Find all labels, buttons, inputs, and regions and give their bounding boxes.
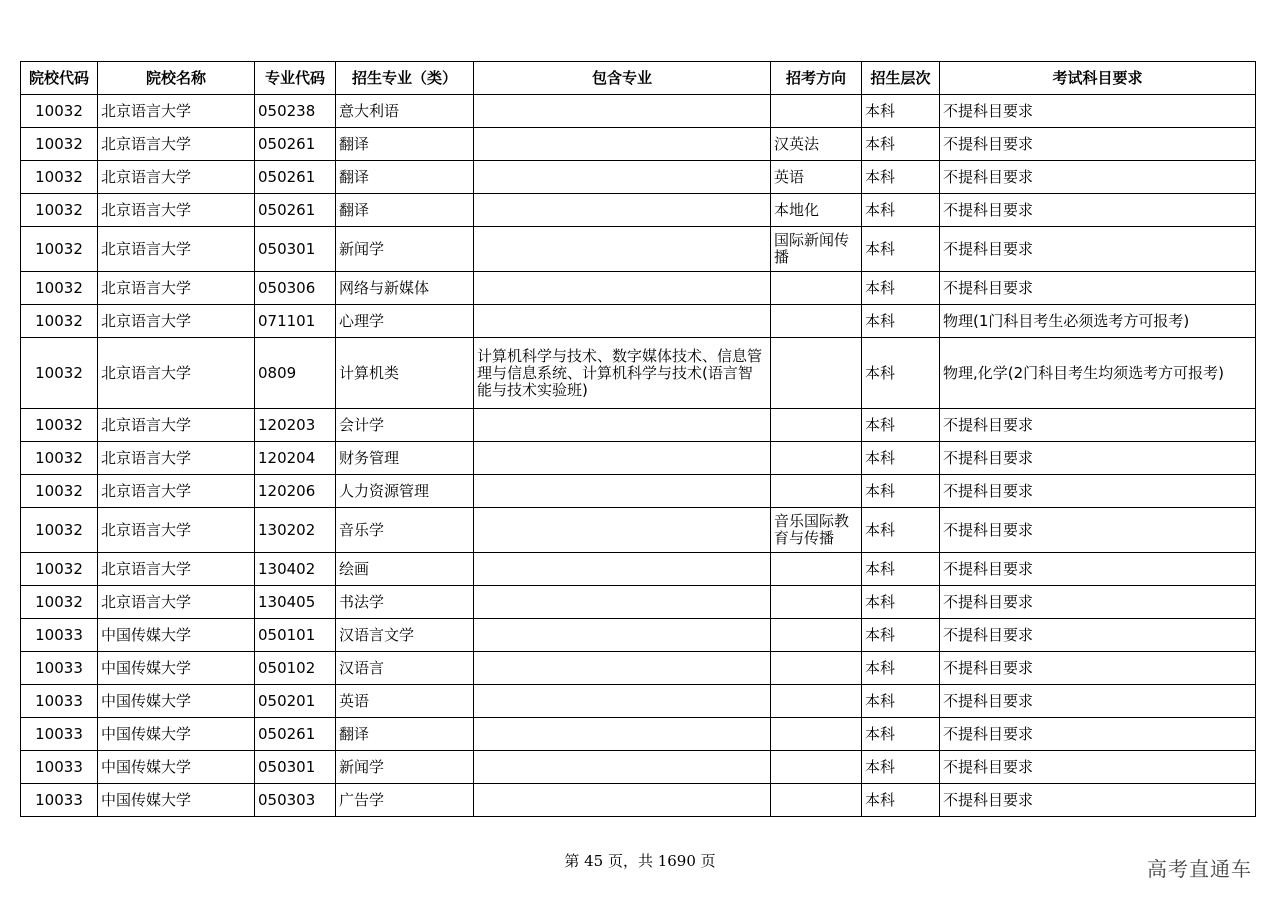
cell-level: 本科: [862, 508, 940, 553]
cell-school-name: 北京语言大学: [98, 95, 255, 128]
cell-school-code: 10032: [21, 305, 98, 338]
cell-major-code: 050201: [255, 685, 336, 718]
table-row: [21, 586, 1256, 619]
cell-level: 本科: [862, 652, 940, 685]
cell-level: 本科: [862, 718, 940, 751]
cell-requirement: 不提科目要求: [940, 751, 1256, 784]
cell-requirement: 不提科目要求: [940, 128, 1256, 161]
cell-school-name: 北京语言大学: [98, 553, 255, 586]
cell-school-name: 中国传媒大学: [98, 652, 255, 685]
cell-major: 人力资源管理: [336, 475, 474, 508]
cell-school-name: 北京语言大学: [98, 409, 255, 442]
cell-level: 本科: [862, 751, 940, 784]
cell-direction: 汉英法: [771, 128, 862, 161]
header-major: 招生专业（类）: [336, 62, 474, 95]
cell-school-name: 北京语言大学: [98, 508, 255, 553]
cell-major: 翻译: [336, 194, 474, 227]
cell-level: 本科: [862, 305, 940, 338]
header-level: 招生层次: [862, 62, 940, 95]
cell-school-code: 10032: [21, 194, 98, 227]
table-row: [21, 508, 1256, 553]
cell-direction: [771, 442, 862, 475]
cell-requirement: 不提科目要求: [940, 784, 1256, 817]
cell-school-name: 北京语言大学: [98, 194, 255, 227]
cell-includes: [474, 194, 771, 227]
cell-school-name: 中国传媒大学: [98, 619, 255, 652]
cell-major: 绘画: [336, 553, 474, 586]
cell-includes: [474, 619, 771, 652]
table-row: [21, 272, 1256, 305]
cell-includes: [474, 652, 771, 685]
cell-major-code: 050102: [255, 652, 336, 685]
cell-major: 翻译: [336, 128, 474, 161]
cell-major-code: 050261: [255, 161, 336, 194]
cell-major-code: 050301: [255, 227, 336, 272]
cell-school-code: 10033: [21, 652, 98, 685]
cell-school-code: 10033: [21, 685, 98, 718]
cell-major: 心理学: [336, 305, 474, 338]
cell-school-name: 中国传媒大学: [98, 718, 255, 751]
cell-level: 本科: [862, 338, 940, 409]
cell-level: 本科: [862, 128, 940, 161]
table-row: [21, 442, 1256, 475]
table-row: [21, 161, 1256, 194]
cell-includes: [474, 718, 771, 751]
cell-school-name: 中国传媒大学: [98, 751, 255, 784]
cell-level: 本科: [862, 619, 940, 652]
cell-school-code: 10032: [21, 272, 98, 305]
cell-direction: [771, 95, 862, 128]
cell-includes: [474, 586, 771, 619]
cell-includes: [474, 409, 771, 442]
cell-major-code: 050303: [255, 784, 336, 817]
cell-requirement: 不提科目要求: [940, 685, 1256, 718]
cell-includes: [474, 553, 771, 586]
header-school-name: 院校名称: [98, 62, 255, 95]
cell-major: 翻译: [336, 161, 474, 194]
cell-requirement: 不提科目要求: [940, 409, 1256, 442]
cell-direction: [771, 338, 862, 409]
cell-includes: [474, 305, 771, 338]
cell-direction: 本地化: [771, 194, 862, 227]
cell-includes: [474, 227, 771, 272]
cell-major-code: 050301: [255, 751, 336, 784]
cell-major-code: 130202: [255, 508, 336, 553]
cell-school-code: 10033: [21, 619, 98, 652]
cell-includes: [474, 442, 771, 475]
cell-major-code: 071101: [255, 305, 336, 338]
cell-major: 英语: [336, 685, 474, 718]
cell-major: 汉语言文学: [336, 619, 474, 652]
cell-includes: [474, 685, 771, 718]
cell-major: 网络与新媒体: [336, 272, 474, 305]
cell-includes: [474, 475, 771, 508]
cell-school-name: 中国传媒大学: [98, 685, 255, 718]
cell-direction: [771, 305, 862, 338]
cell-major: 翻译: [336, 718, 474, 751]
document-sheet: [20, 61, 1255, 817]
cell-major-code: 050238: [255, 95, 336, 128]
cell-requirement: 不提科目要求: [940, 619, 1256, 652]
cell-major: 书法学: [336, 586, 474, 619]
cell-requirement: 不提科目要求: [940, 227, 1256, 272]
cell-level: 本科: [862, 685, 940, 718]
cell-requirement: 不提科目要求: [940, 95, 1256, 128]
cell-school-name: 北京语言大学: [98, 161, 255, 194]
cell-school-code: 10033: [21, 718, 98, 751]
cell-direction: [771, 751, 862, 784]
cell-major: 财务管理: [336, 442, 474, 475]
cell-level: 本科: [862, 553, 940, 586]
table-row: [21, 305, 1256, 338]
cell-includes: [474, 95, 771, 128]
cell-direction: [771, 685, 862, 718]
cell-requirement: 不提科目要求: [940, 194, 1256, 227]
cell-school-name: 北京语言大学: [98, 128, 255, 161]
cell-requirement: 不提科目要求: [940, 586, 1256, 619]
cell-requirement: 不提科目要求: [940, 272, 1256, 305]
table-row: [21, 652, 1256, 685]
cell-school-code: 10032: [21, 409, 98, 442]
table-row: [21, 553, 1256, 586]
table-row: [21, 685, 1256, 718]
table-row: [21, 475, 1256, 508]
cell-level: 本科: [862, 586, 940, 619]
cell-includes: [474, 272, 771, 305]
cell-school-code: 10032: [21, 475, 98, 508]
cell-requirement: 不提科目要求: [940, 652, 1256, 685]
cell-direction: [771, 475, 862, 508]
cell-major: 计算机类: [336, 338, 474, 409]
cell-school-name: 北京语言大学: [98, 475, 255, 508]
header-includes: 包含专业: [474, 62, 771, 95]
header-school-code: 院校代码: [21, 62, 98, 95]
cell-includes: 计算机科学与技术、数字媒体技术、信息管理与信息系统、计算机科学与技术(语言智能与技术实验班): [474, 338, 771, 409]
cell-requirement: 不提科目要求: [940, 553, 1256, 586]
cell-school-name: 北京语言大学: [98, 227, 255, 272]
cell-major-code: 050261: [255, 194, 336, 227]
admission-table: [20, 61, 1256, 817]
cell-direction: [771, 272, 862, 305]
cell-level: 本科: [862, 475, 940, 508]
cell-major: 汉语言: [336, 652, 474, 685]
cell-major: 新闻学: [336, 751, 474, 784]
cell-level: 本科: [862, 409, 940, 442]
cell-level: 本科: [862, 194, 940, 227]
cell-major: 新闻学: [336, 227, 474, 272]
cell-direction: [771, 409, 862, 442]
table-row: [21, 194, 1256, 227]
table-row: [21, 338, 1256, 409]
cell-school-code: 10032: [21, 442, 98, 475]
cell-includes: [474, 508, 771, 553]
cell-includes: [474, 128, 771, 161]
table-row: [21, 784, 1256, 817]
cell-requirement: 不提科目要求: [940, 508, 1256, 553]
cell-direction: [771, 586, 862, 619]
cell-requirement: 不提科目要求: [940, 442, 1256, 475]
cell-school-code: 10032: [21, 227, 98, 272]
cell-includes: [474, 784, 771, 817]
header-requirement: 考试科目要求: [940, 62, 1256, 95]
cell-level: 本科: [862, 227, 940, 272]
cell-direction: 英语: [771, 161, 862, 194]
cell-direction: 音乐国际教育与传播: [771, 508, 862, 553]
cell-school-code: 10033: [21, 784, 98, 817]
cell-requirement: 物理,化学(2门科目考生均须选考方可报考): [940, 338, 1256, 409]
cell-major-code: 050101: [255, 619, 336, 652]
table-row: [21, 619, 1256, 652]
cell-school-code: 10032: [21, 338, 98, 409]
cell-school-name: 北京语言大学: [98, 442, 255, 475]
cell-requirement: 不提科目要求: [940, 475, 1256, 508]
cell-major-code: 0809: [255, 338, 336, 409]
cell-major-code: 130402: [255, 553, 336, 586]
table-row: [21, 128, 1256, 161]
cell-major-code: 050261: [255, 718, 336, 751]
cell-major-code: 120204: [255, 442, 336, 475]
cell-major: 广告学: [336, 784, 474, 817]
cell-school-name: 北京语言大学: [98, 338, 255, 409]
cell-requirement: 物理(1门科目考生必须选考方可报考): [940, 305, 1256, 338]
cell-direction: [771, 718, 862, 751]
cell-level: 本科: [862, 161, 940, 194]
cell-school-name: 北京语言大学: [98, 586, 255, 619]
cell-school-code: 10032: [21, 95, 98, 128]
table-header-row: [21, 62, 1256, 95]
table-row: [21, 227, 1256, 272]
cell-school-code: 10033: [21, 751, 98, 784]
cell-major-code: 120206: [255, 475, 336, 508]
cell-direction: [771, 652, 862, 685]
cell-direction: [771, 784, 862, 817]
cell-school-code: 10032: [21, 161, 98, 194]
cell-requirement: 不提科目要求: [940, 718, 1256, 751]
cell-direction: [771, 553, 862, 586]
cell-school-name: 北京语言大学: [98, 305, 255, 338]
cell-major-code: 050306: [255, 272, 336, 305]
watermark: 高考直通车: [1147, 857, 1252, 881]
cell-major: 意大利语: [336, 95, 474, 128]
cell-direction: [771, 619, 862, 652]
cell-includes: [474, 751, 771, 784]
cell-includes: [474, 161, 771, 194]
cell-level: 本科: [862, 784, 940, 817]
page-number: 第 45 页，共 1690 页: [564, 852, 716, 870]
header-direction: 招考方向: [771, 62, 862, 95]
header-major-code: 专业代码: [255, 62, 336, 95]
table-row: [21, 718, 1256, 751]
cell-level: 本科: [862, 95, 940, 128]
cell-school-code: 10032: [21, 553, 98, 586]
cell-major-code: 050261: [255, 128, 336, 161]
cell-school-name: 中国传媒大学: [98, 784, 255, 817]
table-body: [21, 95, 1256, 817]
cell-school-code: 10032: [21, 508, 98, 553]
table-row: [21, 751, 1256, 784]
table-row: [21, 95, 1256, 128]
cell-major: 音乐学: [336, 508, 474, 553]
cell-direction: 国际新闻传播: [771, 227, 862, 272]
cell-school-code: 10032: [21, 128, 98, 161]
cell-major-code: 120203: [255, 409, 336, 442]
cell-school-name: 北京语言大学: [98, 272, 255, 305]
cell-level: 本科: [862, 442, 940, 475]
cell-major: 会计学: [336, 409, 474, 442]
cell-school-code: 10032: [21, 586, 98, 619]
cell-requirement: 不提科目要求: [940, 161, 1256, 194]
cell-major-code: 130405: [255, 586, 336, 619]
table-row: [21, 409, 1256, 442]
cell-level: 本科: [862, 272, 940, 305]
